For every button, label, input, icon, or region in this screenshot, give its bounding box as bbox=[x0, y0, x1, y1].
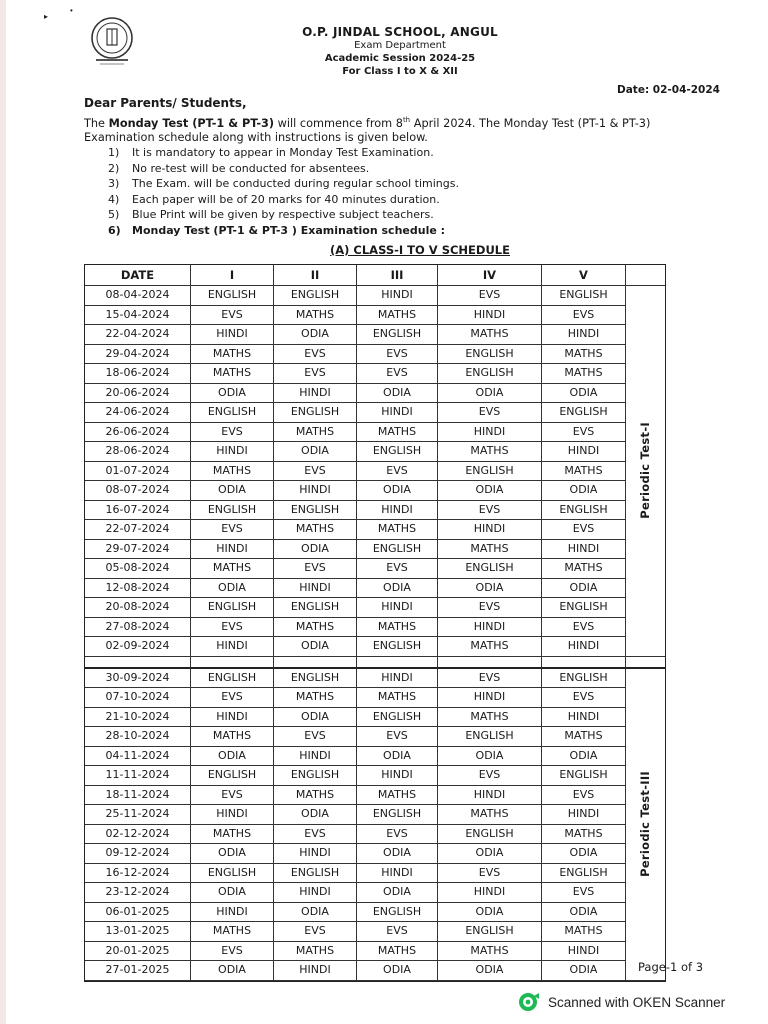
subject-cell: MATHS bbox=[542, 727, 626, 747]
subject-cell: HINDI bbox=[191, 903, 274, 923]
subject-cell: ODIA bbox=[274, 540, 357, 560]
subject-cell: EVS bbox=[438, 403, 542, 423]
subject-cell: MATHS bbox=[542, 559, 626, 579]
intro-suffix: April 2024. The Monday Test (PT-1 & PT-3) Examination schedule along with instructions is given below. bbox=[84, 116, 651, 144]
subject-cell: MATHS bbox=[357, 520, 438, 540]
instruction-number: 1) bbox=[108, 146, 120, 159]
session: Academic Session 2024-25 bbox=[324, 53, 476, 64]
subject-cell: EVS bbox=[357, 462, 438, 482]
subject-cell: HINDI bbox=[438, 306, 542, 326]
subject-cell: ODIA bbox=[357, 384, 438, 404]
subject-cell: ENGLISH bbox=[438, 462, 542, 482]
subject-cell: HINDI bbox=[357, 766, 438, 786]
subject-cell: ODIA bbox=[542, 384, 626, 404]
subject-cell: EVS bbox=[542, 520, 626, 540]
department: Exam Department bbox=[354, 40, 446, 51]
subject-cell: EVS bbox=[438, 864, 542, 884]
subject-cell: ODIA bbox=[438, 579, 542, 599]
periodic-test-1-label-text: Periodic Test-I bbox=[638, 422, 653, 520]
subject-cell: ODIA bbox=[191, 883, 274, 903]
subject-cell: MATHS bbox=[274, 618, 357, 638]
instruction-item bbox=[108, 161, 528, 177]
subject-cell: MATHS bbox=[438, 708, 542, 728]
periodic-test-3-label-text: Periodic Test-III bbox=[638, 771, 653, 877]
subject-cell: MATHS bbox=[542, 922, 626, 942]
subject-cell: EVS bbox=[274, 825, 357, 845]
subject-cell: EVS bbox=[542, 423, 626, 443]
subject-cell: EVS bbox=[191, 306, 274, 326]
instruction-item bbox=[108, 176, 528, 192]
subject-cell: EVS bbox=[357, 727, 438, 747]
subject-cell: ODIA bbox=[438, 961, 542, 981]
subject-cell: HINDI bbox=[274, 384, 357, 404]
oken-scanner-icon bbox=[518, 991, 540, 1013]
exam-date-cell: 27-01-2025 bbox=[85, 961, 191, 981]
subject-cell: HINDI bbox=[438, 423, 542, 443]
subject-cell: MATHS bbox=[274, 786, 357, 806]
subject-cell: ODIA bbox=[357, 883, 438, 903]
subject-cell: HINDI bbox=[542, 637, 626, 657]
instruction-text: The Exam. will be conducted during regular school timings. bbox=[132, 177, 459, 190]
exam-date-cell: 05-08-2024 bbox=[85, 559, 191, 579]
subject-cell: HINDI bbox=[274, 883, 357, 903]
subject-cell: HINDI bbox=[357, 501, 438, 521]
subject-cell: ODIA bbox=[542, 579, 626, 599]
subject-cell: EVS bbox=[274, 462, 357, 482]
subject-cell: ENGLISH bbox=[357, 540, 438, 560]
subject-cell: HINDI bbox=[438, 618, 542, 638]
exam-date-cell: 22-04-2024 bbox=[85, 325, 191, 345]
subject-cell: MATHS bbox=[542, 345, 626, 365]
section-divider bbox=[626, 657, 665, 669]
subject-cell: EVS bbox=[542, 786, 626, 806]
subject-cell: MATHS bbox=[357, 786, 438, 806]
subject-cell: ENGLISH bbox=[542, 766, 626, 786]
subject-cell: MATHS bbox=[357, 942, 438, 962]
exam-date-cell: 08-04-2024 bbox=[85, 286, 191, 306]
column-header-class: IV bbox=[438, 265, 542, 286]
periodic-test-3-label bbox=[626, 669, 665, 981]
subject-cell: ENGLISH bbox=[542, 864, 626, 884]
subject-cell: MATHS bbox=[274, 942, 357, 962]
subject-cell: ODIA bbox=[274, 708, 357, 728]
subject-cell: ODIA bbox=[542, 961, 626, 981]
scan-speck: • bbox=[70, 6, 73, 15]
subject-cell: HINDI bbox=[191, 637, 274, 657]
instruction-item bbox=[108, 145, 528, 161]
subject-cell: HINDI bbox=[357, 286, 438, 306]
exam-date-cell: 20-01-2025 bbox=[85, 942, 191, 962]
subject-cell: ENGLISH bbox=[274, 669, 357, 689]
subject-cell: EVS bbox=[191, 942, 274, 962]
exam-date-cell: 12-08-2024 bbox=[85, 579, 191, 599]
intro-prefix: The bbox=[84, 116, 109, 130]
subject-cell: EVS bbox=[542, 688, 626, 708]
subject-cell: MATHS bbox=[438, 942, 542, 962]
subject-cell: ENGLISH bbox=[191, 501, 274, 521]
intro-paragraph bbox=[84, 113, 704, 145]
subject-cell: ENGLISH bbox=[357, 637, 438, 657]
section-divider bbox=[85, 657, 191, 669]
subject-cell: ENGLISH bbox=[357, 442, 438, 462]
subject-cell: MATHS bbox=[191, 364, 274, 384]
subject-cell: ENGLISH bbox=[438, 364, 542, 384]
subject-cell: ENGLISH bbox=[274, 501, 357, 521]
subject-cell: ODIA bbox=[274, 442, 357, 462]
subject-cell: ENGLISH bbox=[191, 864, 274, 884]
subject-cell: MATHS bbox=[274, 688, 357, 708]
intro-bold: Monday Test (PT-1 & PT-3) bbox=[108, 116, 275, 130]
subject-cell: MATHS bbox=[438, 540, 542, 560]
subject-cell: ENGLISH bbox=[357, 708, 438, 728]
subject-cell: HINDI bbox=[357, 669, 438, 689]
subject-cell: ENGLISH bbox=[438, 345, 542, 365]
subject-cell: EVS bbox=[191, 423, 274, 443]
subject-cell: ODIA bbox=[274, 903, 357, 923]
subject-cell: HINDI bbox=[191, 442, 274, 462]
letter-header bbox=[250, 25, 550, 78]
exam-date-cell: 18-11-2024 bbox=[85, 786, 191, 806]
instruction-number: 3) bbox=[108, 177, 120, 190]
subject-cell: ODIA bbox=[357, 844, 438, 864]
subject-cell: HINDI bbox=[542, 325, 626, 345]
exam-date-cell: 13-01-2025 bbox=[85, 922, 191, 942]
subject-cell: EVS bbox=[274, 922, 357, 942]
subject-cell: EVS bbox=[542, 883, 626, 903]
subject-cell: MATHS bbox=[191, 559, 274, 579]
subject-cell: HINDI bbox=[357, 403, 438, 423]
subject-cell: MATHS bbox=[357, 306, 438, 326]
subject-cell: ODIA bbox=[357, 961, 438, 981]
subject-cell: MATHS bbox=[438, 805, 542, 825]
subject-cell: ODIA bbox=[357, 579, 438, 599]
section-divider bbox=[357, 657, 438, 669]
instruction-number: 4) bbox=[108, 192, 120, 206]
subject-cell: HINDI bbox=[274, 579, 357, 599]
subject-cell: ODIA bbox=[438, 384, 542, 404]
header-side-cell bbox=[626, 265, 665, 286]
exam-date-cell: 18-06-2024 bbox=[85, 364, 191, 384]
subject-cell: ODIA bbox=[274, 325, 357, 345]
subject-cell: MATHS bbox=[357, 618, 438, 638]
instruction-number: 6) bbox=[108, 223, 121, 237]
scanner-watermark bbox=[518, 991, 725, 1013]
section-divider bbox=[542, 657, 626, 669]
intro-mid: will commence from 8 bbox=[274, 116, 403, 130]
exam-date-cell: 21-10-2024 bbox=[85, 708, 191, 728]
intro-sup: th bbox=[402, 116, 411, 124]
subject-cell: EVS bbox=[274, 559, 357, 579]
subject-cell: MATHS bbox=[191, 922, 274, 942]
subject-cell: HINDI bbox=[191, 325, 274, 345]
subject-cell: ENGLISH bbox=[191, 403, 274, 423]
instruction-list bbox=[108, 145, 528, 238]
subject-cell: MATHS bbox=[274, 423, 357, 443]
subject-cell: MATHS bbox=[191, 825, 274, 845]
subject-cell: HINDI bbox=[274, 747, 357, 767]
subject-cell: EVS bbox=[274, 345, 357, 365]
subject-cell: ENGLISH bbox=[542, 598, 626, 618]
subject-cell: ENGLISH bbox=[191, 598, 274, 618]
subject-cell: MATHS bbox=[274, 520, 357, 540]
subject-cell: ODIA bbox=[191, 747, 274, 767]
column-header-class: III bbox=[357, 265, 438, 286]
subject-cell: ODIA bbox=[542, 903, 626, 923]
subject-cell: MATHS bbox=[274, 306, 357, 326]
salutation: Dear Parents/ Students, bbox=[84, 96, 247, 110]
subject-cell: EVS bbox=[191, 520, 274, 540]
subject-cell: HINDI bbox=[542, 540, 626, 560]
subject-cell: HINDI bbox=[542, 708, 626, 728]
subject-cell: MATHS bbox=[542, 825, 626, 845]
subject-cell: ODIA bbox=[357, 747, 438, 767]
subject-cell: ENGLISH bbox=[357, 325, 438, 345]
instruction-text: Each paper will be of 20 marks for 40 minutes duration. bbox=[132, 192, 440, 206]
subject-cell: ENGLISH bbox=[542, 403, 626, 423]
schedule-table bbox=[84, 264, 666, 982]
exam-date-cell: 20-06-2024 bbox=[85, 384, 191, 404]
subject-cell: HINDI bbox=[191, 708, 274, 728]
subject-cell: ENGLISH bbox=[357, 903, 438, 923]
subject-cell: ODIA bbox=[542, 747, 626, 767]
subject-cell: ENGLISH bbox=[542, 669, 626, 689]
subject-cell: ODIA bbox=[438, 844, 542, 864]
section-divider bbox=[274, 657, 357, 669]
exam-date-cell: 04-11-2024 bbox=[85, 747, 191, 767]
subject-cell: MATHS bbox=[438, 637, 542, 657]
exam-date-cell: 15-04-2024 bbox=[85, 306, 191, 326]
subject-cell: HINDI bbox=[357, 864, 438, 884]
subject-cell: MATHS bbox=[191, 727, 274, 747]
subject-cell: ODIA bbox=[191, 844, 274, 864]
instruction-item bbox=[108, 223, 528, 239]
subject-cell: ENGLISH bbox=[542, 286, 626, 306]
subject-cell: HINDI bbox=[191, 540, 274, 560]
subject-cell: ODIA bbox=[191, 384, 274, 404]
subject-cell: EVS bbox=[191, 688, 274, 708]
exam-date-cell: 27-08-2024 bbox=[85, 618, 191, 638]
subject-cell: ENGLISH bbox=[542, 501, 626, 521]
letter-date: Date: 02-04-2024 bbox=[617, 84, 720, 96]
section-divider bbox=[191, 657, 274, 669]
exam-date-cell: 16-07-2024 bbox=[85, 501, 191, 521]
subject-cell: EVS bbox=[438, 598, 542, 618]
subject-cell: ENGLISH bbox=[274, 403, 357, 423]
column-header-class: V bbox=[542, 265, 626, 286]
exam-date-cell: 16-12-2024 bbox=[85, 864, 191, 884]
instruction-text: Blue Print will be given by respective subject teachers. bbox=[132, 208, 434, 221]
subject-cell: ENGLISH bbox=[191, 669, 274, 689]
exam-date-cell: 11-11-2024 bbox=[85, 766, 191, 786]
subject-cell: HINDI bbox=[542, 805, 626, 825]
subject-cell: HINDI bbox=[274, 844, 357, 864]
schedule-grid bbox=[85, 265, 665, 981]
school-logo-icon bbox=[84, 12, 140, 68]
subject-cell: ENGLISH bbox=[438, 727, 542, 747]
exam-date-cell: 08-07-2024 bbox=[85, 481, 191, 501]
subject-cell: ODIA bbox=[438, 903, 542, 923]
subject-cell: EVS bbox=[438, 669, 542, 689]
instruction-text: Monday Test (PT-1 & PT-3 ) Examination schedule : bbox=[132, 223, 446, 237]
section-divider bbox=[438, 657, 542, 669]
subject-cell: EVS bbox=[357, 825, 438, 845]
exam-date-cell: 29-04-2024 bbox=[85, 345, 191, 365]
subject-cell: MATHS bbox=[438, 325, 542, 345]
subject-cell: HINDI bbox=[542, 942, 626, 962]
exam-date-cell: 30-09-2024 bbox=[85, 669, 191, 689]
exam-date-cell: 26-06-2024 bbox=[85, 423, 191, 443]
subject-cell: ENGLISH bbox=[274, 766, 357, 786]
subject-cell: ODIA bbox=[274, 805, 357, 825]
subject-cell: HINDI bbox=[274, 481, 357, 501]
subject-cell: MATHS bbox=[542, 462, 626, 482]
subject-cell: ODIA bbox=[438, 747, 542, 767]
subject-cell: ENGLISH bbox=[274, 598, 357, 618]
exam-date-cell: 22-07-2024 bbox=[85, 520, 191, 540]
subject-cell: ODIA bbox=[191, 961, 274, 981]
exam-date-cell: 25-11-2024 bbox=[85, 805, 191, 825]
subject-cell: HINDI bbox=[274, 961, 357, 981]
subject-cell: EVS bbox=[274, 364, 357, 384]
subject-cell: EVS bbox=[542, 618, 626, 638]
subject-cell: HINDI bbox=[542, 442, 626, 462]
exam-date-cell: 02-12-2024 bbox=[85, 825, 191, 845]
exam-date-cell: 07-10-2024 bbox=[85, 688, 191, 708]
instruction-number: 2) bbox=[108, 161, 120, 175]
subject-cell: ODIA bbox=[542, 481, 626, 501]
subject-cell: ODIA bbox=[438, 481, 542, 501]
instruction-text: No re-test will be conducted for absentees. bbox=[132, 161, 370, 175]
exam-date-cell: 09-12-2024 bbox=[85, 844, 191, 864]
subject-cell: ENGLISH bbox=[191, 766, 274, 786]
subject-cell: EVS bbox=[438, 501, 542, 521]
subject-cell: ENGLISH bbox=[357, 805, 438, 825]
schedule-title: (A) CLASS-I TO V SCHEDULE bbox=[330, 243, 510, 257]
subject-cell: EVS bbox=[357, 922, 438, 942]
column-header-class: I bbox=[191, 265, 274, 286]
exam-date-cell: 02-09-2024 bbox=[85, 637, 191, 657]
column-header-class: II bbox=[274, 265, 357, 286]
exam-date-cell: 20-08-2024 bbox=[85, 598, 191, 618]
subject-cell: ODIA bbox=[191, 579, 274, 599]
subject-cell: ENGLISH bbox=[274, 286, 357, 306]
subject-cell: EVS bbox=[357, 345, 438, 365]
subject-cell: MATHS bbox=[438, 442, 542, 462]
column-header-date: DATE bbox=[85, 265, 191, 286]
subject-cell: MATHS bbox=[191, 345, 274, 365]
subject-cell: MATHS bbox=[542, 364, 626, 384]
subject-cell: EVS bbox=[357, 559, 438, 579]
subject-cell: ENGLISH bbox=[274, 864, 357, 884]
scan-edge bbox=[0, 0, 6, 1024]
subject-cell: HINDI bbox=[438, 520, 542, 540]
instruction-item bbox=[108, 207, 528, 223]
subject-cell: MATHS bbox=[357, 423, 438, 443]
subject-cell: EVS bbox=[438, 766, 542, 786]
periodic-test-1-label bbox=[626, 286, 665, 657]
subject-cell: EVS bbox=[542, 306, 626, 326]
classes: For Class I to X & XII bbox=[342, 66, 458, 77]
exam-date-cell: 06-01-2025 bbox=[85, 903, 191, 923]
subject-cell: ODIA bbox=[542, 844, 626, 864]
subject-cell: ENGLISH bbox=[191, 286, 274, 306]
page-number: Page-1 of 3 bbox=[638, 960, 704, 974]
subject-cell: ENGLISH bbox=[438, 922, 542, 942]
subject-cell: HINDI bbox=[438, 688, 542, 708]
subject-cell: ODIA bbox=[191, 481, 274, 501]
subject-cell: EVS bbox=[191, 618, 274, 638]
subject-cell: EVS bbox=[191, 786, 274, 806]
subject-cell: MATHS bbox=[191, 462, 274, 482]
subject-cell: HINDI bbox=[438, 883, 542, 903]
subject-cell: ODIA bbox=[357, 481, 438, 501]
subject-cell: MATHS bbox=[357, 688, 438, 708]
school-name: O.P. JINDAL SCHOOL, ANGUL bbox=[302, 25, 498, 39]
subject-cell: HINDI bbox=[438, 786, 542, 806]
instruction-item bbox=[108, 192, 528, 208]
instruction-number: 5) bbox=[108, 208, 120, 221]
subject-cell: ODIA bbox=[274, 637, 357, 657]
scanner-text: Scanned with OKEN Scanner bbox=[548, 994, 726, 1010]
subject-cell: HINDI bbox=[191, 805, 274, 825]
subject-cell: ENGLISH bbox=[438, 825, 542, 845]
subject-cell: ENGLISH bbox=[438, 559, 542, 579]
exam-date-cell: 29-07-2024 bbox=[85, 540, 191, 560]
subject-cell: HINDI bbox=[357, 598, 438, 618]
subject-cell: EVS bbox=[357, 364, 438, 384]
subject-cell: EVS bbox=[438, 286, 542, 306]
scan-speck: ▸ bbox=[44, 12, 49, 21]
instruction-text: It is mandatory to appear in Monday Test Examination. bbox=[132, 146, 434, 159]
exam-date-cell: 01-07-2024 bbox=[85, 462, 191, 482]
exam-date-cell: 28-10-2024 bbox=[85, 727, 191, 747]
exam-date-cell: 28-06-2024 bbox=[85, 442, 191, 462]
exam-date-cell: 23-12-2024 bbox=[85, 883, 191, 903]
exam-date-cell: 24-06-2024 bbox=[85, 403, 191, 423]
subject-cell: EVS bbox=[274, 727, 357, 747]
